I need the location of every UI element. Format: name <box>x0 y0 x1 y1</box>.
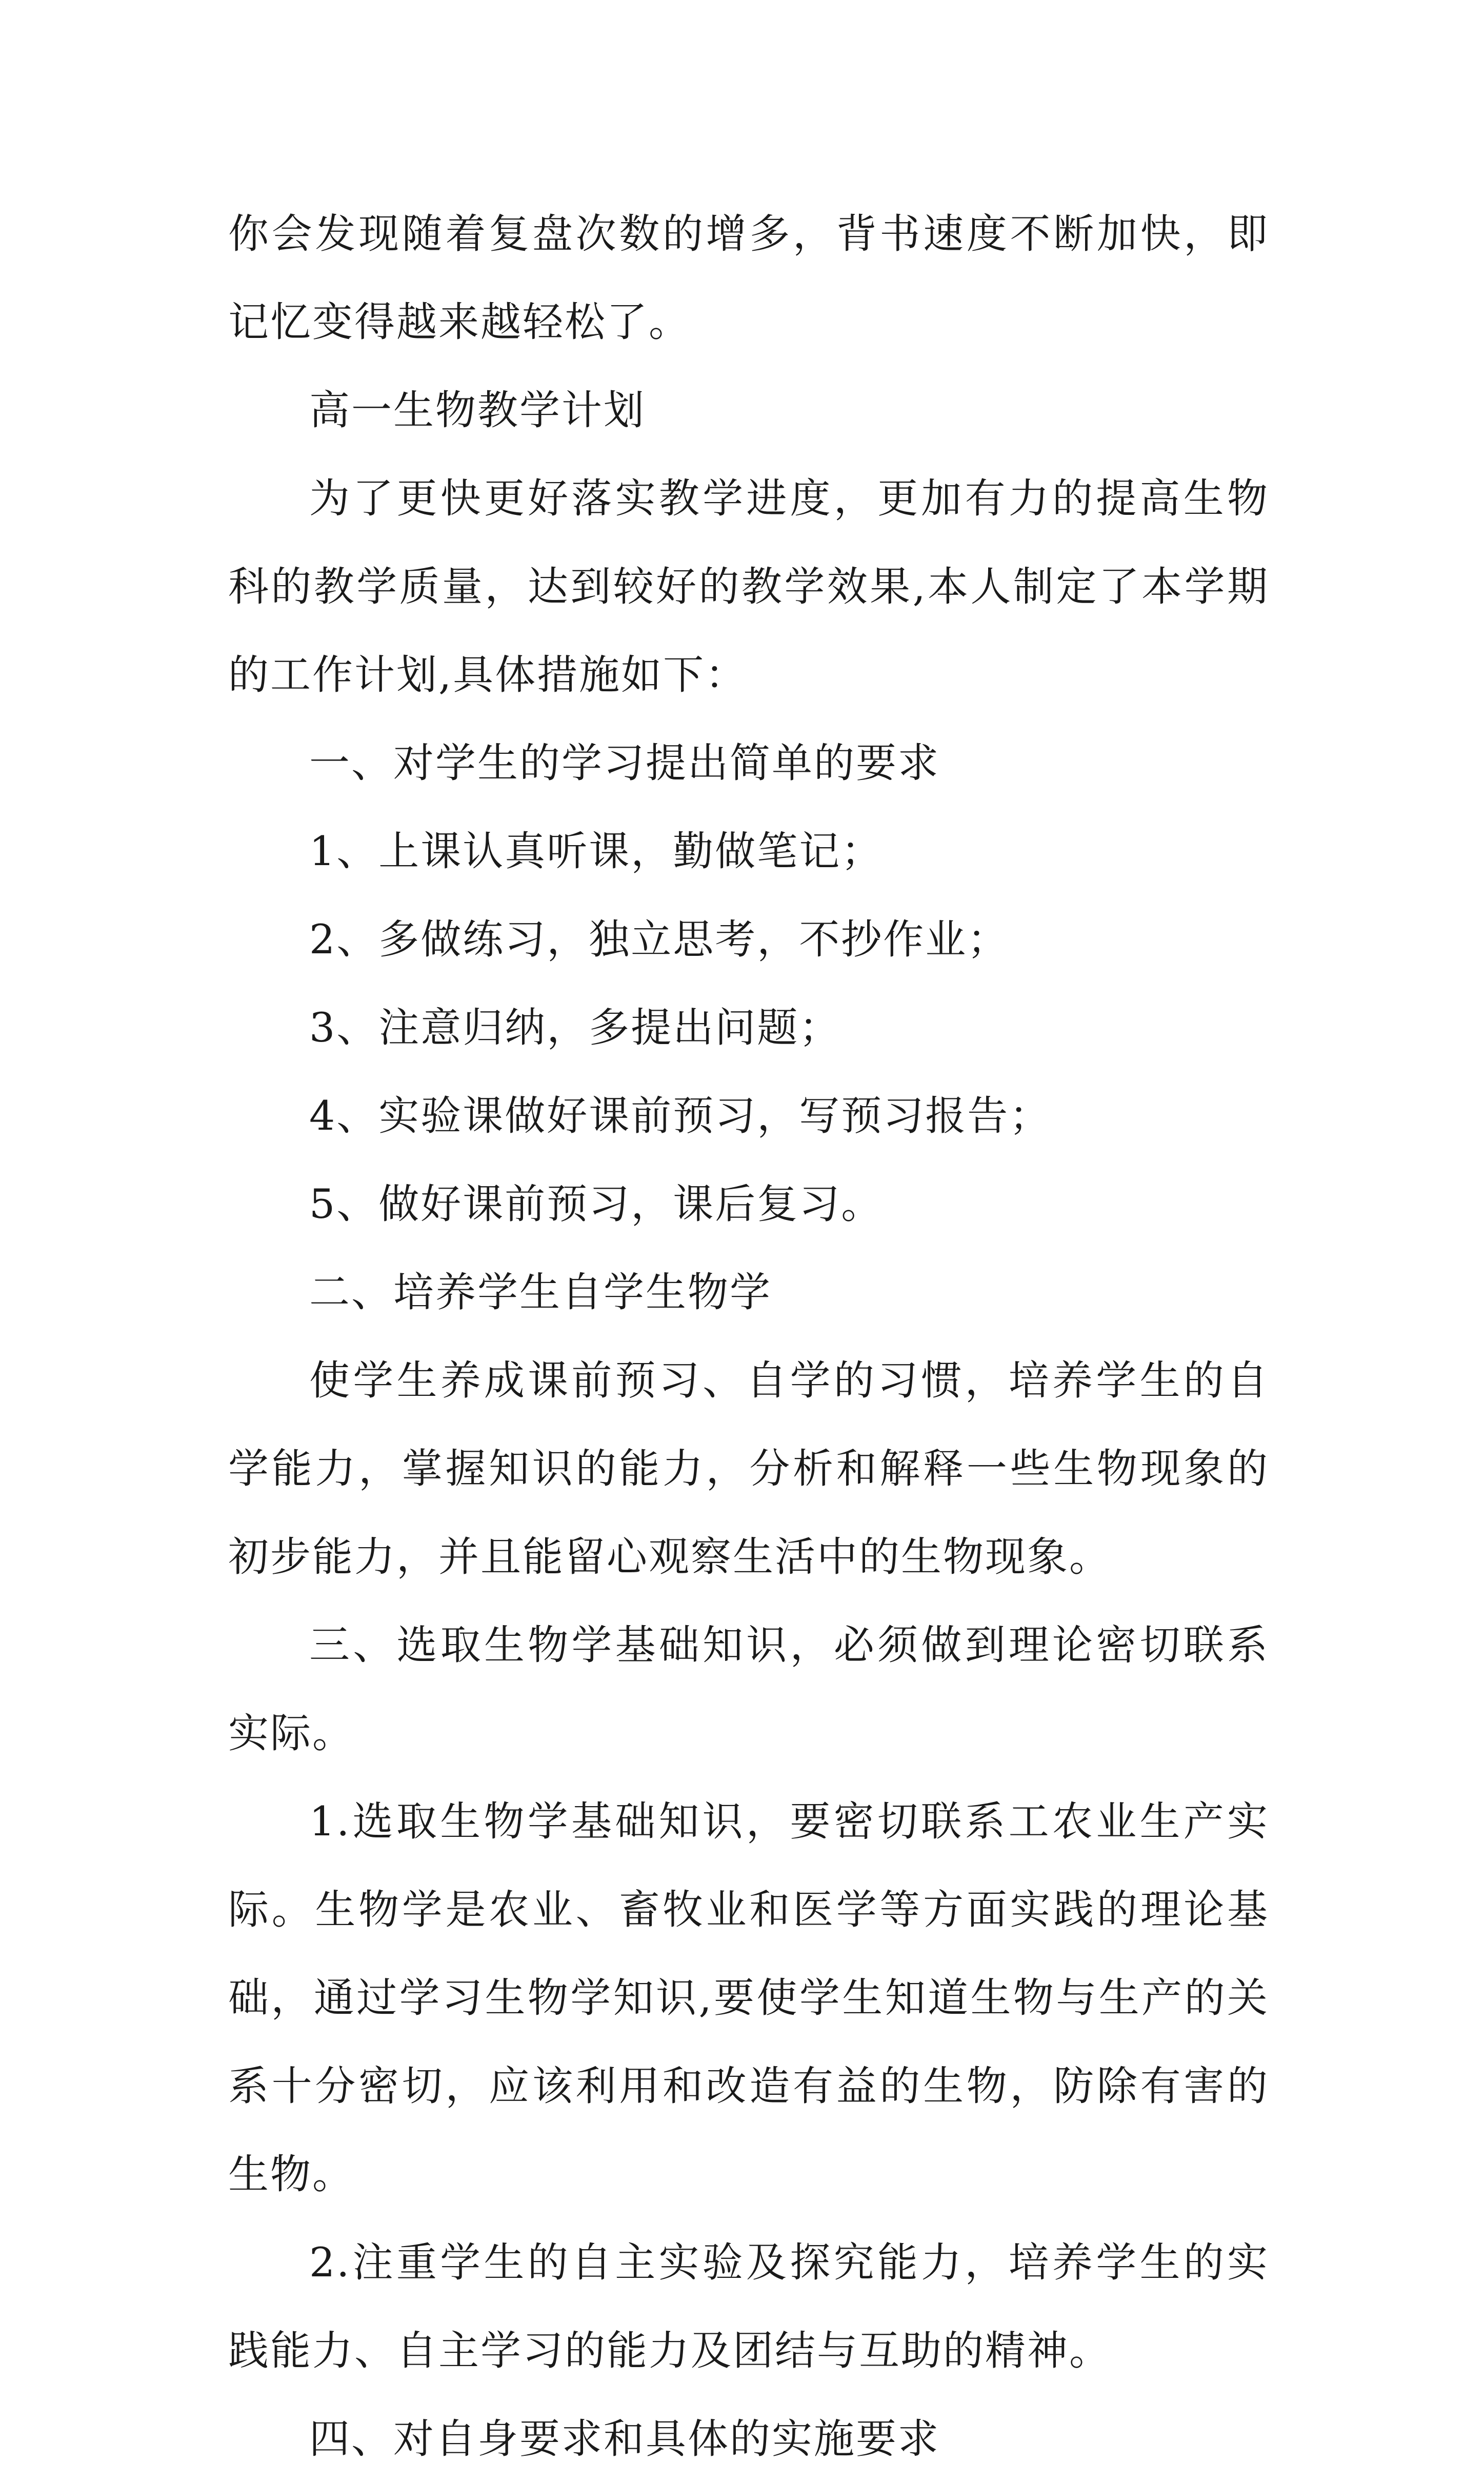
list-item: 1、上课认真听课，勤做笔记； <box>309 828 884 875</box>
list-item: 5、做好课前预习，课后复习。 <box>309 1180 884 1228</box>
paragraph-continuation: 你会发现随着复盘次数的增多，背书速度不断加快，即记忆变得越来越轻松了。 <box>228 210 1269 346</box>
section-heading-2: 二、培养学生自学生物学 <box>309 1269 772 1316</box>
list-item: 2、多做练习，独立思考，不抄作业； <box>309 916 1010 963</box>
document-title: 高一生物教学计划 <box>309 387 646 434</box>
section-heading-3: 三、选取生物学基础知识，必须做到理论密切联系实际。 <box>228 1621 1269 1757</box>
body-paragraph: 1.选取生物学基础知识，要密切联系工农业生产实际。生物学是农业、畜牧业和医学等方面实践的理论基础，通过学习生物学知识,要使学生知道生物与生产的关系十分密切，应该利用和改造有益的生物，防除有害的生物。 <box>228 1798 1269 2198</box>
list-item: 3、注意归纳，多提出问题； <box>309 1004 841 1051</box>
body-paragraph: 2.注重学生的自主实验及探究能力，培养学生的实践能力、自主学习的能力及团结与互助的精神。 <box>228 2239 1269 2374</box>
document-body <box>228 190 1269 2483</box>
list-item: 4、实验课做好课前预习，写预习报告； <box>309 1092 1052 1139</box>
section-heading-4: 四、对自身要求和具体的实施要求 <box>309 2415 940 2462</box>
body-paragraph: 使学生养成课前预习、自学的习惯，培养学生的自学能力，掌握知识的能力，分析和解释一些生物现象的初步能力，并且能留心观察生活中的生物现象。 <box>228 1357 1269 1580</box>
section-heading-1: 一、对学生的学习提出简单的要求 <box>309 739 940 787</box>
intro-paragraph: 为了更快更好落实教学进度，更加有力的提高生物科的教学质量，达到较好的教学效果,本人制定了本学期的工作计划,具体措施如下： <box>228 475 1269 698</box>
